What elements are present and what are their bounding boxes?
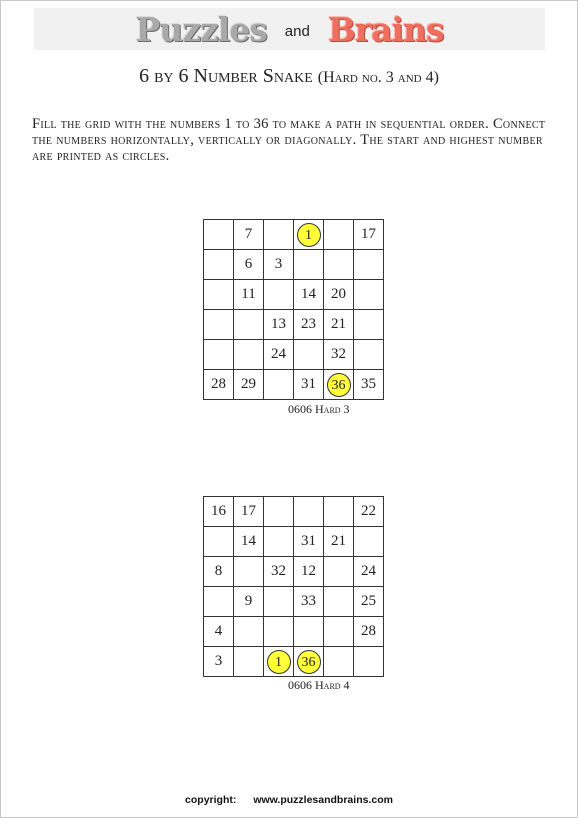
grid-cell[interactable]: 32 [264,557,294,587]
grid-cell[interactable] [294,250,324,280]
grid-cell[interactable] [204,527,234,557]
grid-cell[interactable]: 3 [264,250,294,280]
grid-cell[interactable] [354,647,384,677]
grid-cell[interactable]: 35 [354,370,384,400]
grid-cell[interactable]: 24 [264,340,294,370]
grid-cell[interactable] [264,587,294,617]
grid-cell[interactable] [324,617,354,647]
grid-cell[interactable] [324,647,354,677]
grid-cell[interactable]: 4 [204,617,234,647]
grid-cell[interactable] [234,310,264,340]
grid-row [204,587,384,617]
grid-cell[interactable]: 28 [204,370,234,400]
page-title [0,65,578,88]
grid-cell[interactable] [234,617,264,647]
grid-cell[interactable]: 3 [204,647,234,677]
puzzle-grid-hard-3 [203,219,384,400]
grid-cell[interactable] [204,250,234,280]
grid-cell[interactable] [204,587,234,617]
grid-cell[interactable]: 7 [234,220,264,250]
grid-cell[interactable] [354,310,384,340]
grid-cell[interactable]: 25 [354,587,384,617]
grid-cell[interactable]: 23 [294,310,324,340]
grid-cell[interactable]: 11 [234,280,264,310]
grid-cell[interactable] [294,647,324,677]
grid-cell[interactable] [264,370,294,400]
puzzle-grid-hard-4 [203,496,384,677]
circled-number: 1 [297,223,321,247]
circled-number: 36 [327,373,351,397]
copyright-url-link[interactable]: www.puzzlesandbrains.com [253,794,393,806]
grid-cell[interactable] [294,617,324,647]
copyright-label: copyright: [185,794,237,806]
grid-row [204,527,384,557]
grid-row [204,310,384,340]
grid-cell[interactable]: 33 [294,587,324,617]
grid-cell[interactable] [264,647,294,677]
grid-cell[interactable] [234,647,264,677]
grid-cell[interactable]: 20 [324,280,354,310]
grid-row [204,647,384,677]
grid-cell[interactable] [354,250,384,280]
grid-cell[interactable] [354,280,384,310]
logo-word-and: and [284,22,310,40]
grid-cell[interactable] [204,220,234,250]
grid-cell[interactable] [324,250,354,280]
grid-cell[interactable] [234,340,264,370]
grid-cell[interactable]: 24 [354,557,384,587]
grid-row [204,557,384,587]
grid-cell[interactable] [294,497,324,527]
grid-cell[interactable] [294,340,324,370]
grid-cell[interactable] [324,557,354,587]
grid-cell[interactable] [204,280,234,310]
grid-cell[interactable]: 29 [234,370,264,400]
grid-row [204,280,384,310]
puzzle-caption-hard-3: 0606 Hard 3 [288,402,350,416]
grid-cell[interactable] [324,497,354,527]
grid-cell[interactable] [324,220,354,250]
grid-cell[interactable] [264,617,294,647]
grid-row [204,250,384,280]
grid-row [204,370,384,400]
grid-cell[interactable]: 31 [294,527,324,557]
title-subtitle: (Hard no. 3 and 4) [317,69,439,86]
grid-cell[interactable] [294,220,324,250]
circled-number: 1 [267,650,291,674]
grid-cell[interactable]: 31 [294,370,324,400]
site-logo-banner[interactable] [34,8,545,50]
grid-cell[interactable] [324,370,354,400]
logo-word-brains: Brains [327,9,444,49]
logo-word-puzzles: Puzzles [135,9,267,49]
grid-cell[interactable]: 13 [264,310,294,340]
grid-cell[interactable]: 12 [294,557,324,587]
grid-cell[interactable] [264,280,294,310]
grid-cell[interactable] [324,587,354,617]
grid-cell[interactable] [264,527,294,557]
grid-row [204,497,384,527]
title-main: 6 by 6 Number Snake [139,65,313,87]
grid-cell[interactable]: 17 [234,497,264,527]
copyright-footer [0,794,578,806]
grid-cell[interactable]: 21 [324,527,354,557]
grid-cell[interactable]: 8 [204,557,234,587]
grid-cell[interactable]: 9 [234,587,264,617]
grid-cell[interactable]: 22 [354,497,384,527]
grid-row [204,340,384,370]
grid-cell[interactable]: 14 [234,527,264,557]
grid-cell[interactable]: 16 [204,497,234,527]
grid-cell[interactable]: 14 [294,280,324,310]
puzzle-caption-hard-4: 0606 Hard 4 [288,678,350,692]
grid-row [204,220,384,250]
grid-row [204,617,384,647]
grid-cell[interactable]: 17 [354,220,384,250]
grid-cell[interactable] [264,497,294,527]
grid-cell[interactable]: 28 [354,617,384,647]
grid-cell[interactable] [264,220,294,250]
instructions-text: Fill the grid with the numbers 1 to 36 to make a path in sequential order. Connect the numbers horizontally, vertically or diagonally. The start and highest number are printed as circles. [32,116,546,164]
grid-cell[interactable]: 21 [324,310,354,340]
grid-cell[interactable] [354,527,384,557]
grid-cell[interactable] [204,310,234,340]
grid-cell[interactable] [204,340,234,370]
grid-cell[interactable]: 32 [324,340,354,370]
grid-cell[interactable] [354,340,384,370]
grid-cell[interactable] [234,557,264,587]
circled-number: 36 [297,650,321,674]
grid-cell[interactable]: 6 [234,250,264,280]
